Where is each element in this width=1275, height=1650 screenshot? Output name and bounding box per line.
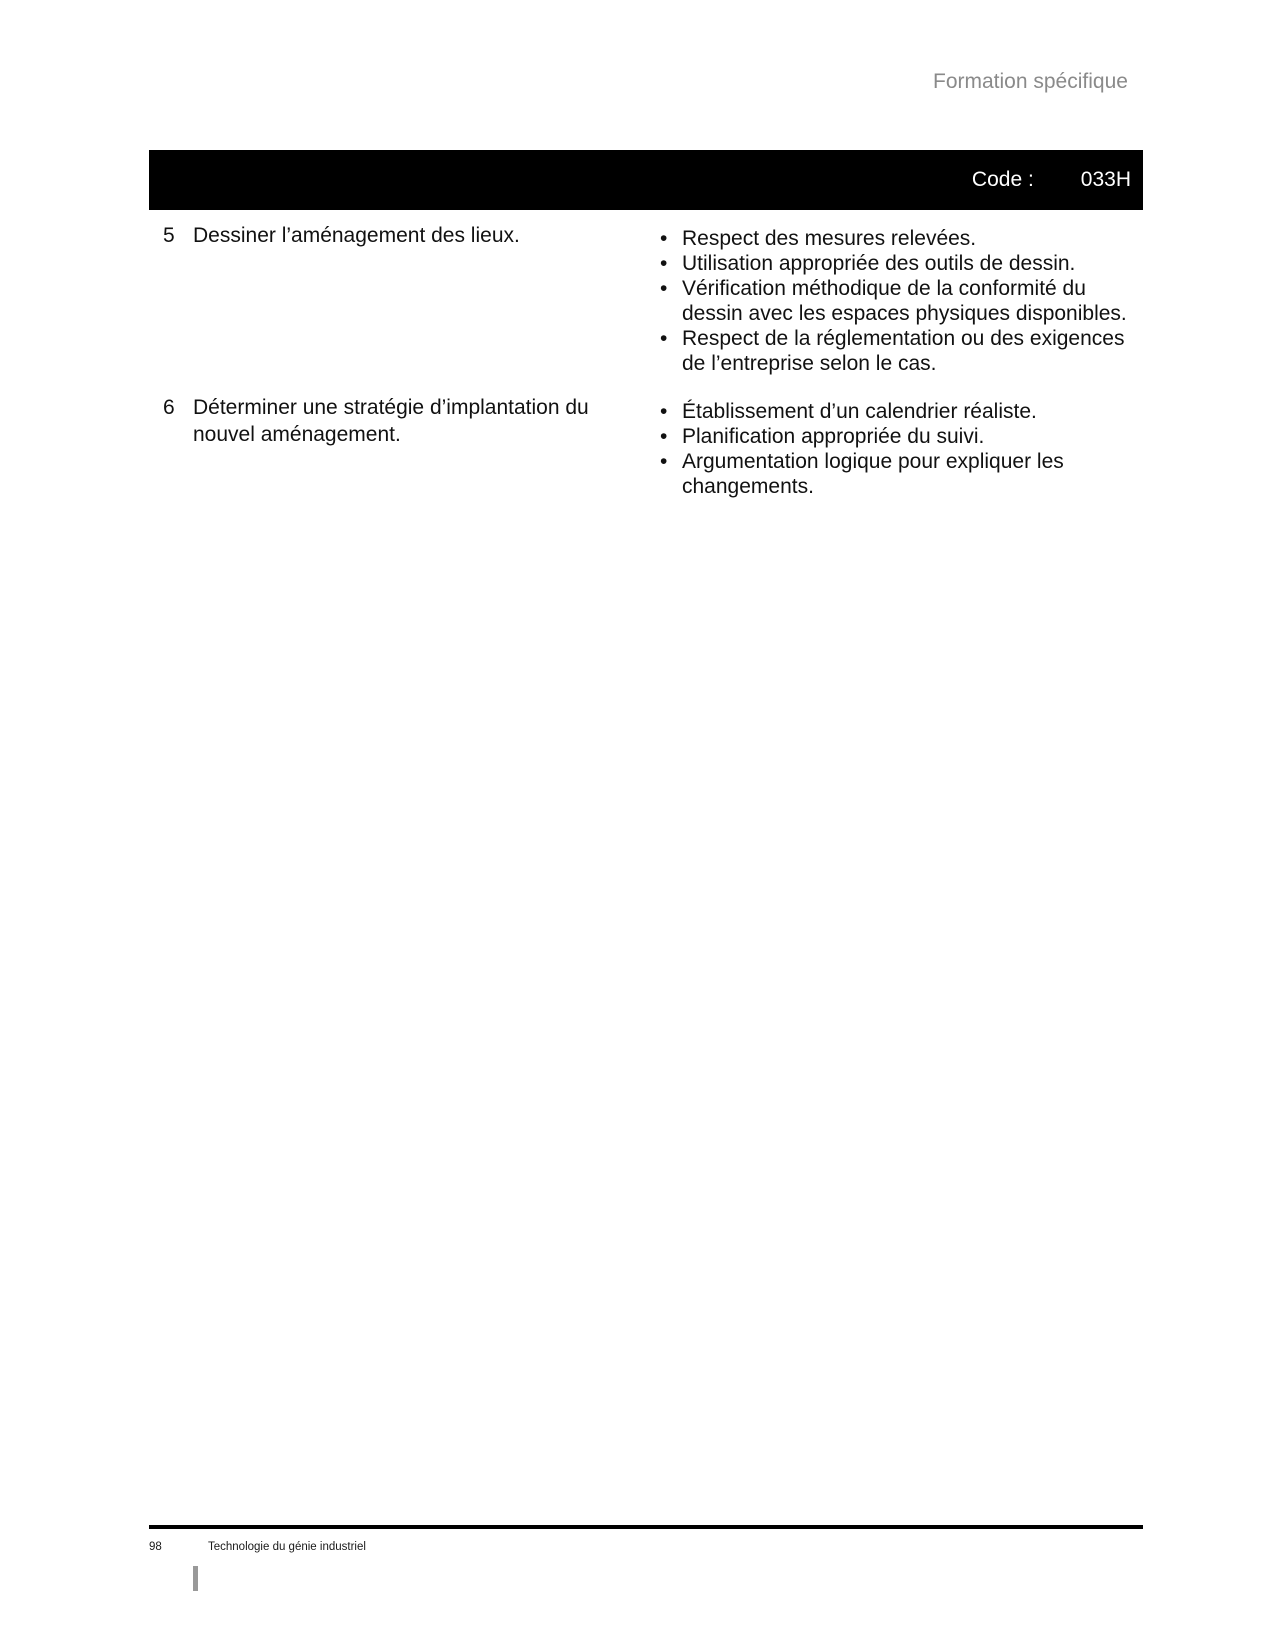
criterion-item	[660, 399, 1064, 424]
footer-program-title: Technologie du génie industriel	[208, 1541, 366, 1553]
criterion-line: Utilisation appropriée des outils de dessin.	[682, 252, 1076, 275]
criterion-item	[660, 226, 1127, 251]
footer-scan-mark	[193, 1566, 198, 1591]
objective-line: nouvel aménagement.	[193, 423, 401, 446]
title-banner	[149, 150, 1143, 210]
criterion-item	[660, 424, 1064, 449]
bullet-icon: •	[660, 327, 668, 350]
objective-number: 5	[163, 224, 175, 247]
criterion-item	[660, 326, 1127, 376]
code-label: Code :	[971, 168, 1034, 191]
objective-line: Dessiner l’aménagement des lieux.	[193, 224, 520, 247]
criterion-line: dessin avec les espaces physiques disponibles.	[682, 302, 1127, 325]
criterion-line: de l’entreprise selon le cas.	[682, 352, 937, 375]
criterion-line: Argumentation logique pour expliquer les	[682, 450, 1064, 473]
criterion-line: Établissement d’un calendrier réaliste.	[682, 400, 1037, 423]
criterion-line: Respect de la réglementation ou des exigences	[682, 327, 1125, 350]
bullet-icon: •	[660, 227, 668, 250]
criterion-line: Vérification méthodique de la conformité du	[682, 277, 1086, 300]
criteria-list-6	[660, 399, 1064, 499]
objective-text	[193, 394, 589, 448]
criterion-item	[660, 251, 1127, 276]
bullet-icon: •	[660, 277, 668, 300]
bullet-icon: •	[660, 425, 668, 448]
bullet-icon: •	[660, 252, 668, 275]
criterion-line: Planification appropriée du suivi.	[682, 425, 985, 448]
code-value: 033H	[1080, 168, 1131, 191]
footer-page-number: 98	[149, 1541, 162, 1553]
objective-number: 6	[163, 396, 175, 419]
page-header-section-label: Formation spécifique	[933, 70, 1128, 93]
footer-rule	[149, 1525, 1143, 1529]
bullet-icon: •	[660, 400, 668, 423]
objective-row-6	[163, 394, 589, 448]
criterion-line: changements.	[682, 475, 814, 498]
criteria-list-5	[660, 226, 1127, 376]
objective-line: Déterminer une stratégie d’implantation du	[193, 396, 589, 419]
criterion-line: Respect des mesures relevées.	[682, 227, 977, 250]
objective-row-5	[163, 222, 520, 249]
objective-text	[193, 222, 520, 249]
criterion-item	[660, 449, 1064, 499]
bullet-icon: •	[660, 450, 668, 473]
criterion-item	[660, 276, 1127, 326]
